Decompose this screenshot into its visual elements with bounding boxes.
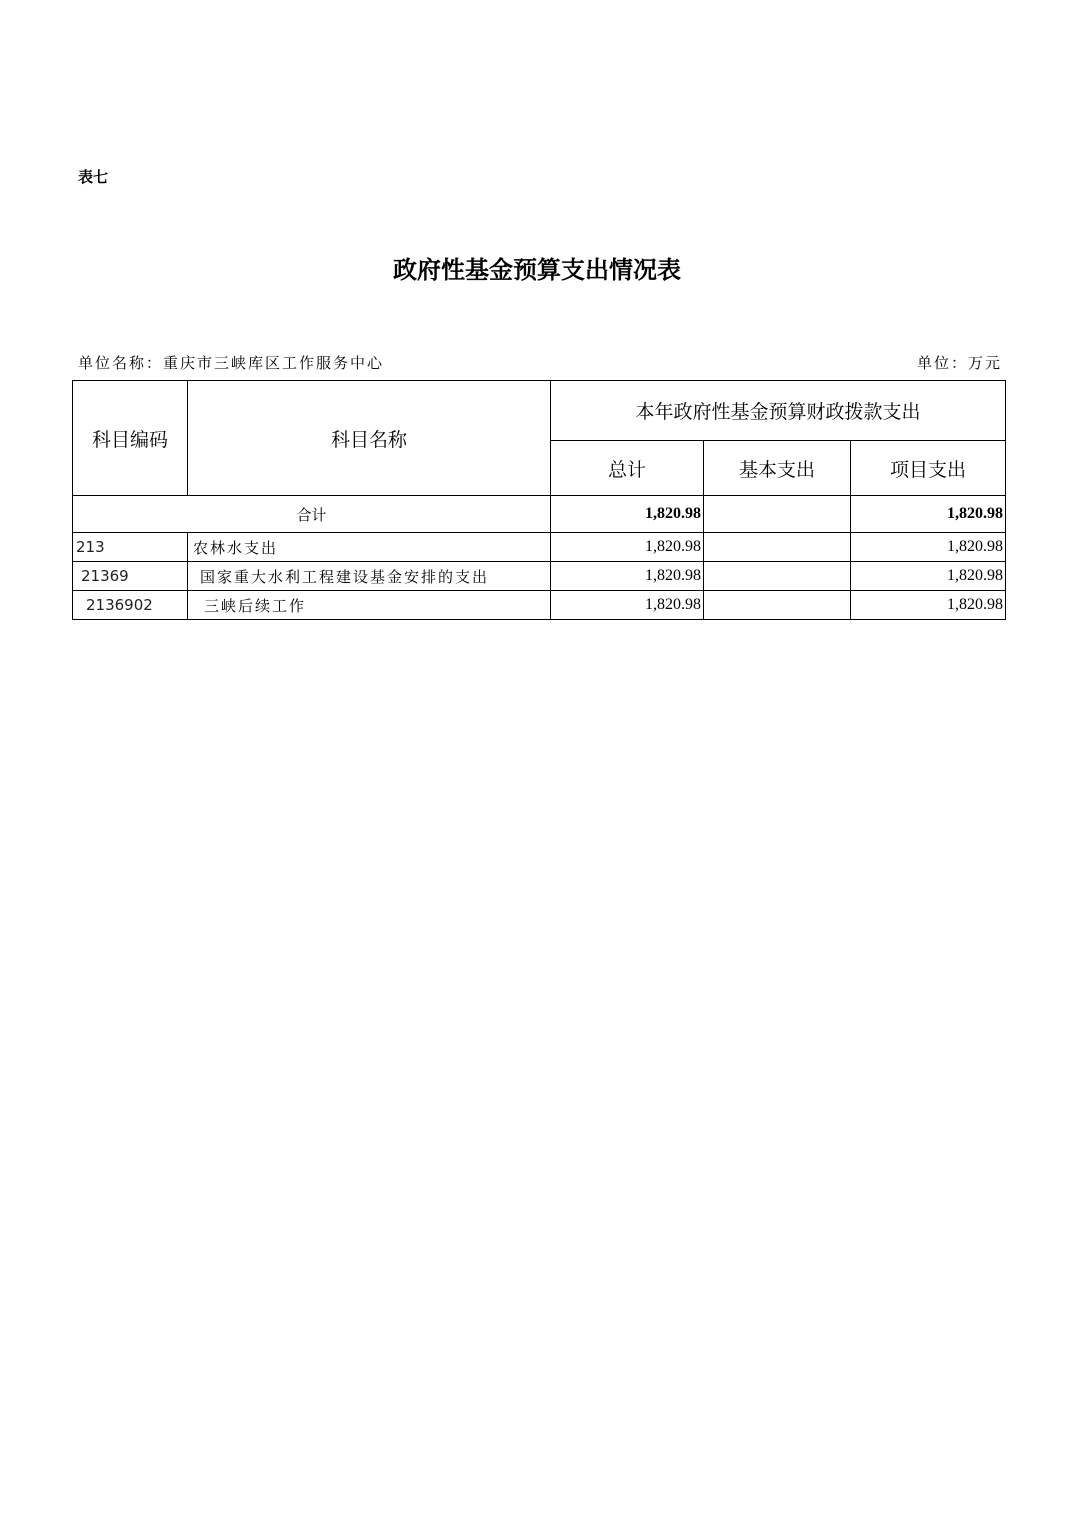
row-project: 1,820.98 xyxy=(851,533,1006,562)
table-row xyxy=(73,562,1006,591)
header-name: 科目名称 xyxy=(188,381,551,496)
row-total: 1,820.98 xyxy=(551,591,704,620)
row-code: 2136902 xyxy=(73,591,188,620)
total-basic xyxy=(704,496,851,533)
header-group: 本年政府性基金预算财政拨款支出 xyxy=(551,381,1006,441)
row-project: 1,820.98 xyxy=(851,562,1006,591)
row-code: 213 xyxy=(73,533,188,562)
table-row xyxy=(73,533,1006,562)
header-total: 总计 xyxy=(551,441,704,496)
unit-name: 单位名称：重庆市三峡库区工作服务中心 xyxy=(78,354,385,372)
table-row xyxy=(73,591,1006,620)
total-row xyxy=(73,496,1006,533)
total-total: 1,820.98 xyxy=(551,496,704,533)
row-name: 三峡后续工作 xyxy=(188,591,551,620)
row-project: 1,820.98 xyxy=(851,591,1006,620)
page-title: 政府性基金预算支出情况表 xyxy=(393,255,681,284)
row-basic xyxy=(704,591,851,620)
header-row-1 xyxy=(73,381,1006,441)
row-total: 1,820.98 xyxy=(551,562,704,591)
total-project: 1,820.98 xyxy=(851,496,1006,533)
row-total: 1,820.98 xyxy=(551,533,704,562)
header-code: 科目编码 xyxy=(73,381,188,496)
budget-table xyxy=(72,380,1006,620)
total-label: 合计 xyxy=(73,496,551,533)
row-code: 21369 xyxy=(73,562,188,591)
row-name: 国家重大水利工程建设基金安排的支出 xyxy=(188,562,551,591)
header-project: 项目支出 xyxy=(851,441,1006,496)
row-name: 农林水支出 xyxy=(188,533,551,562)
unit-label: 单位：万元 xyxy=(916,354,1002,372)
header-basic: 基本支出 xyxy=(704,441,851,496)
row-basic xyxy=(704,533,851,562)
table-label: 表七 xyxy=(78,168,109,186)
row-basic xyxy=(704,562,851,591)
